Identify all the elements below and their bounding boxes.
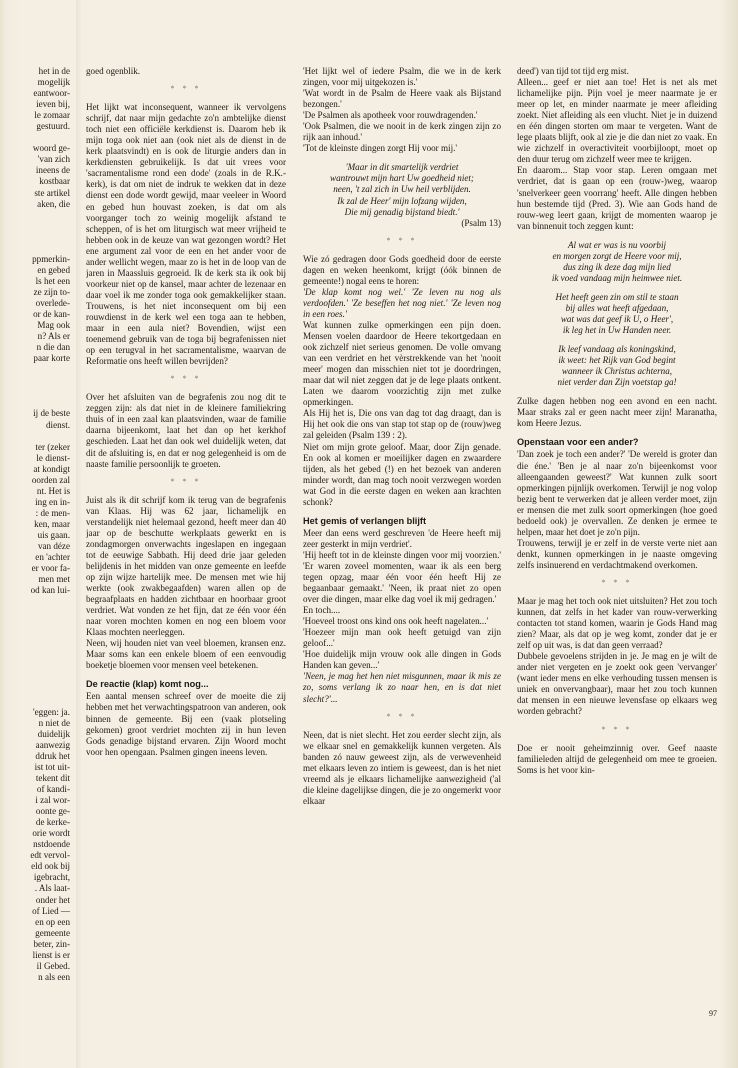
left-fragment-line: at kondigt xyxy=(33,463,70,474)
section-heading: Het gemis of verlangen blijft xyxy=(303,515,427,526)
paragraph: En daarom... Stap voor stap. Leren omgaan met verdriet, dat is gaan op een (rouw-)weg, waarop 'snelverkeer geen voorrang' heeft. Alle dingen hebben hun bestemde tijd (Pred. 3). Wie aan Gods hand de rouw-weg leert gaan, krijgt de momenten waarop je van binnenuit toch zeggen kunt: xyxy=(517,165,717,231)
left-fragment-line: nt. Het is xyxy=(36,485,70,496)
left-fragment-line: le dienst- xyxy=(36,452,70,463)
poem-line: bij alles wat heeft afgedaan, xyxy=(565,302,669,313)
left-fragment-line: en op een xyxy=(35,916,70,927)
paragraph: Meer dan eens werd geschreven 'de Heere heeft mij zeer gesterkt in mijn verdriet'. xyxy=(303,527,501,549)
left-fragment-line: n niet de xyxy=(38,717,70,728)
poem-line: Al wat er was is nu voorbij xyxy=(567,239,666,250)
left-fragment-line: tekent dit xyxy=(35,773,70,783)
left-fragment-line xyxy=(0,640,70,651)
left-fragment-line xyxy=(0,629,70,640)
poem-line: wat was dat geef ik U, o Heer', xyxy=(560,313,674,324)
paragraph: Juist als ik dit schrijf kom ik terug van de begrafenis van Klaas. Hij was 62 jaar, lichamelijk en verstandelijk niet helemaal gezond, heeft meer dan 40 jaar op de beschutte werkplaats gewerkt en is zondagmorgen onverwachts ingeslapen en ingegaan tot de eeuwige Sabbath. Hij deed drie jaar geleden belijdenis in het midden van onze gemeente en leefde op zijn wijze hartelijk mee. De mensen met wie hij werkte (ook zwakbegaafden) waren allen op de begraafplaats en hadden zichtbaar en hoorbaar groot verdriet. Wat vonden ze het fijn, dat ze één voor één naar voren mochten komen en nog een bloem voor Klaas mochten neerleggen. xyxy=(86,494,286,638)
section-heading: De reactie (klap) komt nog... xyxy=(86,679,209,690)
poem-line: Het heeft geen zin om stil te staan xyxy=(555,291,679,302)
paragraph: 'Wat wordt in de Psalm de Heere vaak als Bijstand bezongen.' xyxy=(303,88,501,110)
poem-line: en morgen zorgt de Heere voor mij, xyxy=(552,250,682,261)
left-fragment-line: of Lied — xyxy=(32,905,70,916)
poem xyxy=(517,240,717,389)
left-fragment-line: men met xyxy=(38,574,70,585)
left-fragment-line: Mag ook xyxy=(37,320,70,331)
poem-line: ik voed vandaag mijn heimwee niet. xyxy=(551,272,683,283)
left-fragment-line: en 'achter xyxy=(35,552,70,563)
paragraph: 'Tot de kleinste dingen zorgt Hij voor mij.' xyxy=(303,143,458,154)
left-fragment-line xyxy=(0,397,70,408)
left-fragment-line: kostbaar xyxy=(39,176,70,187)
poem-line: wanneer ik Christus achterna, xyxy=(561,366,673,377)
poem-line: dus zing ik deze dag mijn lied xyxy=(563,261,671,272)
poem-line: wantrouwt mijn hart Uw goedheid niet; xyxy=(330,173,474,184)
left-fragment-line: onder het xyxy=(35,894,70,905)
paragraph: 'Hoeveel troost ons kind ons ook heeft nagelaten...' xyxy=(303,616,489,627)
paragraph: 'Dan zoek je toch een ander?' 'De wereld is groter dan die éne.' 'Ben je al naar zo'n bijeenkomst voor alleengaanden geweest?' Wat kunnen zulk soort opmerkingen pijnlijk overkomen. Terwijl je nog volop bezig bent te verwerken dat je alleen verder moet, zijn er mensen die met zulk soort opmerkingen (hoe goed bedoeld ook) je overvallen. Ze denken je ermee te helpen, maar het doet je zo'n pijn. xyxy=(517,449,717,537)
left-fragment-line: ken, maar xyxy=(34,518,70,529)
left-fragment-line xyxy=(0,663,70,674)
left-fragment-line xyxy=(0,431,70,442)
poem-citation: (Psalm 13) xyxy=(461,217,501,228)
paragraph: Wie zó gedragen door Gods goedheid door de eerste dagen en weken heenkomt, krijgt (óók binnen de gemeente!) nogal eens te horen: xyxy=(303,253,501,286)
paragraph: Als Hij het is, Die ons van dag tot dag draagt, dan is Hij het ook die ons van stap tot stap op de (rouw)weg zal geleiden (Psalm 139 : 2). xyxy=(303,408,501,441)
left-fragment-line: nstdoende xyxy=(33,839,70,850)
left-fragment-line xyxy=(0,210,70,221)
left-fragment-line: paar korte xyxy=(33,353,70,364)
poem-line: ik leg het in Uw Handen neer. xyxy=(562,325,672,336)
left-fragment-line: eld ook bij xyxy=(31,861,70,872)
paragraph: Wat kunnen zulke opmerkingen een pijn doen. Mensen voelen daardoor de Heere tekortgedaan en ook zichzelf niet serieus genomen. De volle omvang van een verdriet en het vèrstrekkende van het 'nooit meer' mogen dan misschien niet tot je doordringen, maar dat wil niet zeggen dat je de lege plaats ontkent. Laten we daarom voorzichtig zijn met zulke opmerkingen. xyxy=(303,319,501,408)
paragraph: Neen, wij houden niet van veel bloemen, kransen enz. Maar soms kan een enkele bloem of een eenvoudig boeketje bloemen voor mensen veel betekenen. xyxy=(86,638,286,671)
left-fragment-line: n die dan xyxy=(36,342,70,353)
left-fragment-line: mogelijk xyxy=(37,77,70,88)
paragraph: Trouwens, terwijl je er zelf in de verste verte niet aan denkt, kunnen opmerkingen in je naaste omgeving zelfs insinuerend en verdachtmakend overkomen. xyxy=(517,537,717,570)
section-divider: * * * xyxy=(386,235,418,245)
left-fragment-line: le zomaar xyxy=(34,110,70,121)
left-fragment-line xyxy=(0,364,70,375)
column-2 xyxy=(303,66,501,1026)
poem-line: 'Maar in dit smartelijk verdriet xyxy=(345,162,459,173)
paragraph: Zulke dagen hebben nog een avond en een nacht. Maar straks zal er geen nacht meer zijn! Maranatha, kom Heere Jezus. xyxy=(517,396,717,429)
left-fragment-line xyxy=(0,618,70,629)
section-divider: * * * xyxy=(170,476,202,486)
left-fragment-line: ste artikel xyxy=(34,187,70,198)
left-fragment-line: ppmerkin- xyxy=(32,253,70,264)
left-fragment-line: il Gebed. xyxy=(36,960,70,971)
left-fragment-line: de kerke- xyxy=(35,817,70,828)
paragraph: deed') van tijd tot tijd erg mist. xyxy=(517,66,629,76)
section-divider: * * * xyxy=(601,724,633,734)
paragraph: 'Neen, je mag het hen niet misgunnen, maar ik mis ze zo, soms verlang ik zo naar hen, en is dat niet slecht?'... xyxy=(303,671,501,704)
left-fragment-line xyxy=(0,386,70,397)
left-fragment-line: edt vervol- xyxy=(30,850,70,861)
left-fragment-line: lienst is er xyxy=(32,949,70,960)
left-fragment-line: ter (zeker xyxy=(35,441,70,452)
poem-line: niet verder dan Zijn voetstap ga! xyxy=(557,377,677,388)
paragraph: Het lijkt wat inconsequent, wanneer ik vervolgens schrijf, dat naar mijn gedachte zo'n ambtelijke dienst toch niet een officiële kerkdienst is. Daarom heb ik mijn toga ook niet aan (ook niet als de dienst in de kerk plaatsvindt) en is ook de liturgie anders dan in kerkdiensten gebruikelijk. Is dat uit vrees voor 'sacramentalisme rond een dode' (zoals in de R.K.-kerk), is dat om niet de indruk te wekken dat in deze dienst een dode wordt gewijd, maar veeleer in Woord en gebed hun houvast zoeken, is dat om als voorganger toch zo weinig mogelijk afstand te scheppen, of is het om liturgisch wat meer vrijheid te hebben ook in de keuze van wat gezongen wordt? Het ene argument zal voor de een en het ander voor de ander wellicht wegen, maar zo is het in de loop van de jaren in Maassluis gegroeid. Ik de kerk sta ik ook bij voorkeur niet op de kansel, maar achter de lezenaar en daar voel ik me zonder toga ook gemakkelijker staan. Trouwens, is het niet inconsequent om bij een rouwdienst in de kerk wel een toga aan te hebben, maar in een aula niet? Bovendien, wijst een toenemend gebruik van de toga bij begrafenissen niet op een terugval in het sacramentalisme, waarvan de Reformatie ons heeft willen bevrijden? xyxy=(86,102,286,367)
paragraph: Dubbele gevoelens strijden in je. Je mag en je wilt de ander niet vergeten en je zoekt ook geen 'vervanger' (want ieder mens en elke verhouding tussen mensen is uniek en onvervangbaar), maar het zou toch kunnen dat mensen in een nieuwe levensfase op elkaars weg worden gebracht? xyxy=(517,651,717,717)
left-fragment-line xyxy=(0,375,70,386)
left-fragment-line: oonte ge- xyxy=(35,806,70,817)
paragraph: Een aantal mensen schreef over de moeite die zij hebben met het verwachtingspatroon van anderen, ook binnen de gemeente. Bij een (vaak plotseling gekomen) groot verdriet mochten zij in hun leven Gods genadige bijstand ervaren. Zijn Woord mocht voor hen opengaan. Psalmen gingen ineens leven. xyxy=(86,691,286,757)
poem-line: Ik leef vandaag als koningskind, xyxy=(558,344,676,355)
left-fragment-line xyxy=(0,243,70,254)
left-fragment-line xyxy=(0,607,70,618)
left-fragment-line xyxy=(0,596,70,607)
paragraph: Neen, dat is niet slecht. Het zou eerder slecht zijn, als we elkaar snel en gemakkelijk kunnen vergeten. Als banden zó nauw geweest zijn, als de verwevenheid met elkaars leven zo intiem is geweest, dan is het niet vreemd als je elkaars lichamelijke aanwezigheid ('al die kleine dagelijkse dingen, die je zo ongemerkt voor elkaar xyxy=(303,729,501,806)
gutter-shadow xyxy=(76,0,82,1068)
paragraph: 'Hoezeer mijn man ook heeft getuigd van zijn geloof...' xyxy=(303,627,501,649)
paragraph: Niet om mijn grote geloof. Maar, door Zijn genade. En ook al komen er moeilijker dagen en zwaardere tijden, als het gebed (!) en het bezoek van anderen minder wordt, dan mag toch nooit verzwegen worden wat God in die eerste dagen en weken aan krachten schonk? xyxy=(303,441,501,507)
left-fragment-line: aken, die xyxy=(37,198,70,209)
left-fragment-line: gestuurd. xyxy=(36,121,70,132)
paragraph: Alleen... geef er niet aan toe! Het is net als met lichamelijke pijn. Pijn voel je meer naarmate je er meer op let, en minder naarmate je meer afleiding zoekt. Niet afleiding als een vlucht. Niet je in duizend en één dingen storten om maar te vergeten. Want de lege plaats blijft, ook al zie je die dan niet zo vaak. En wie zichzelf in overactiviteit voorbijloopt, moet op den duur terug om zichzelf weer mee te krijgen. xyxy=(517,77,717,165)
left-fragment-line: beter, zin- xyxy=(33,938,70,949)
paragraph: goed ogenblik. xyxy=(86,66,141,76)
left-fragment-line: er voor fa- xyxy=(31,563,70,574)
section-divider: * * * xyxy=(601,577,633,587)
paragraph: 'Ook Psalmen, die we nooit in de kerk zingen zijn zo rijk aan inhoud.' xyxy=(303,121,501,143)
section-divider: * * * xyxy=(386,711,418,721)
left-fragment-line xyxy=(0,651,70,662)
left-fragment-line xyxy=(0,674,70,685)
left-fragment-line: ing en in- xyxy=(35,496,70,507)
left-fragment-line: ls het een xyxy=(35,275,70,286)
left-fragment-line: igebracht, xyxy=(33,872,70,883)
paragraph: 'Het lijkt wel of iedere Psalm, die we in de kerk zingen, voor mij uitgekozen is.' xyxy=(303,66,501,88)
left-fragment-line xyxy=(0,132,70,143)
left-fragment-line xyxy=(0,221,70,232)
left-fragment-line: van déze xyxy=(37,541,70,552)
paragraph: 'De Psalmen als apotheek voor rouwdragenden.' xyxy=(303,110,478,121)
poem-stanza xyxy=(517,344,717,388)
poem-stanza xyxy=(517,292,717,336)
left-fragment-line: duidelijk xyxy=(37,728,70,739)
poem-line: Die mij genadig bijstand biedt.' xyxy=(344,206,460,217)
left-fragment-line: n? Als er xyxy=(37,331,70,342)
left-fragment-line xyxy=(0,696,70,707)
left-fragment-line: ddruk het xyxy=(35,750,70,761)
poem-line: Ik zal de Heer' mijn lofzang wijden, xyxy=(337,195,467,206)
left-fragment-line: n als een xyxy=(38,971,70,982)
page-number: 97 xyxy=(709,1009,717,1018)
left-fragment-line: orie wordt xyxy=(32,828,70,839)
left-fragment-line: ij de beste xyxy=(33,408,70,419)
paragraph: 'Hoe duidelijk mijn vrouw ook alle dingen in Gods Handen kan geven...' xyxy=(303,649,501,671)
left-fragment-line: . Als laat- xyxy=(34,883,70,894)
psalm-quote xyxy=(303,162,501,228)
paragraph: Over het afsluiten van de begrafenis zou nog dit te zeggen zijn: als dat niet in de kleinere familiekring thuis of in een zaal kan plaatsvinden, waar de familie daarna bijeenkomt, laat het dan op het kerkhof geschieden. Laat het dan ook wel duidelijk weten, dat dit de afsluiting is, en dat er nog gelegenheid is om de naaste familie persoonlijk te groeten. xyxy=(86,392,286,469)
left-fragment-line: uis gaan. xyxy=(37,529,70,540)
left-fragment-line: gemeente xyxy=(35,927,70,938)
left-fragment-line: 'eggen: ja. xyxy=(33,706,70,717)
section-heading: Openstaan voor een ander? xyxy=(517,437,639,448)
left-fragment-line: woord ge- xyxy=(32,143,70,154)
left-fragment-line: aanwezig xyxy=(35,739,70,750)
section-divider: * * * xyxy=(170,84,202,94)
paragraph: Maar je mag het toch ook niet uitsluiten? Het zou toch kunnen, dat zelfs in het kader van rouw-verwerking contacten tot stand komen, waarin je Gods Hand mag zien? Maar, als dat op je weg komt, zonder dat je er zelf op uit was, is dat dan geen verraad? xyxy=(517,596,717,651)
left-fragment-line: ist tot uit- xyxy=(34,761,70,772)
paragraph: Doe er nooit geheimzinnig over. Geef naaste familieleden altijd de gelegenheid om mee te groeien. Soms is het voor kin- xyxy=(517,742,717,775)
section-divider: * * * xyxy=(170,374,202,384)
left-fragment-line: ineens de xyxy=(35,165,70,176)
left-fragment-line: od kan lui- xyxy=(30,585,70,596)
poem-line: ik weet: het Rijk van God begint xyxy=(558,355,676,366)
left-fragment-line: oorden zal xyxy=(31,474,70,485)
left-fragment-line: eantwoor- xyxy=(33,88,70,99)
left-fragment-line: i zal wor- xyxy=(35,795,70,806)
column-1 xyxy=(86,66,286,1026)
left-fragment-line: en gebed xyxy=(37,264,70,275)
poem-line: neen, 't zal zich in Uw heil verblijden. xyxy=(333,184,471,195)
left-page-fragment-column xyxy=(0,66,70,1036)
left-fragment-line: : de men- xyxy=(35,507,70,518)
paragraph: 'De klap komt nog wel.' 'Ze leven nu nog als verdoofden.' 'Ze beseffen het nog niet.' 'Ze leven nog in een roes.' xyxy=(303,286,501,319)
paragraph: 'Hij heeft tot in de kleinste dingen voor mij voorzien.' 'Er waren zoveel momenten, waar ik als een berg tegen opzag, maar één voor één heeft Hij ze begaanbaar gemaakt.' 'Neen, ik praat niet zo open over die dingen, maar elke dag voel ik mij gedragen.' xyxy=(303,549,501,605)
paragraph: En toch.... xyxy=(303,605,341,616)
left-fragment-line: overlede- xyxy=(35,297,70,308)
left-fragment-line: or de kan- xyxy=(33,309,70,320)
column-3 xyxy=(517,66,717,1026)
left-fragment-line: of kandi- xyxy=(36,784,70,795)
left-fragment-line: het in de xyxy=(38,66,70,76)
left-fragment-line: dienst. xyxy=(46,419,70,430)
left-fragment-line xyxy=(0,685,70,696)
left-fragment-line xyxy=(0,232,70,243)
poem-stanza xyxy=(517,240,717,284)
left-fragment-line: 'van zich xyxy=(37,154,70,165)
left-fragment-line: ieven bij, xyxy=(36,99,70,110)
left-fragment-line: ze zijn to- xyxy=(33,286,70,297)
